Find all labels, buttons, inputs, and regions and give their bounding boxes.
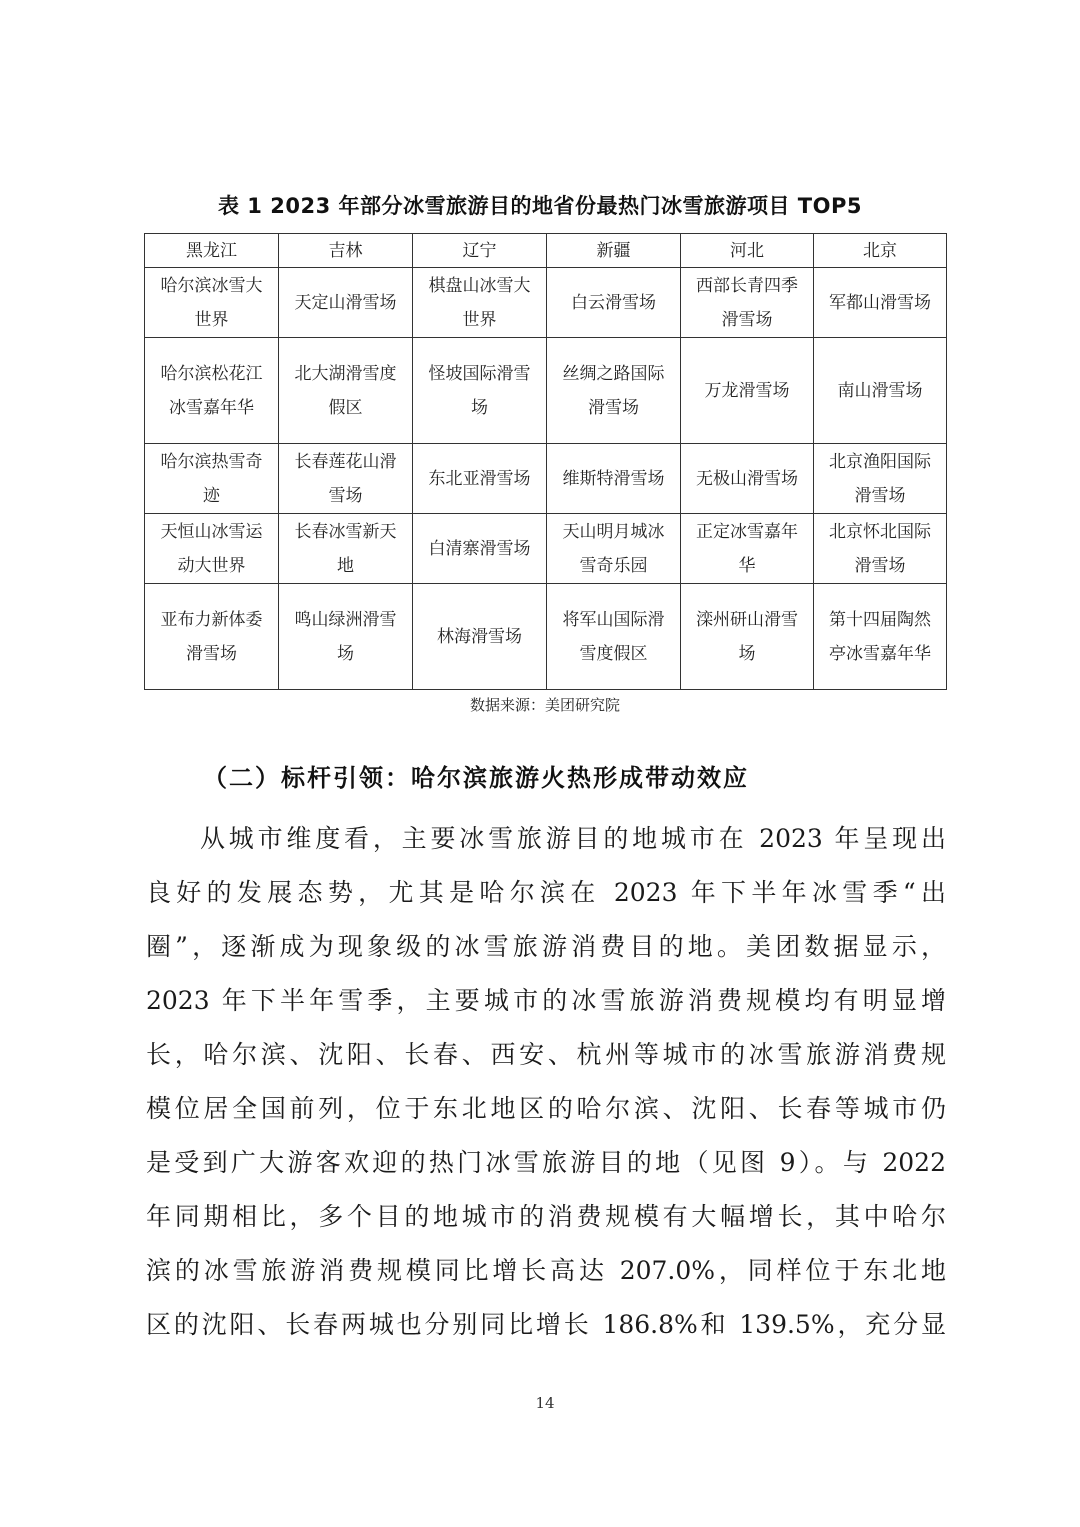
table-row [145,584,947,690]
paragraph-line: 圈”，逐渐成为现象级的冰雪旅游消费目的地。美团数据显示， [146,932,946,961]
table-cell: 滦州研山滑雪场 [681,584,814,690]
table-cell: 天定山滑雪场 [279,268,413,338]
table-cell: 天山明月城冰雪奇乐园 [547,514,681,584]
table-cell: 怪坡国际滑雪场 [413,338,547,444]
table-row [145,514,947,584]
table-cell: 林海滑雪场 [413,584,547,690]
table-cell: 哈尔滨松花江冰雪嘉年华 [145,338,279,444]
paragraph-line: 滨的冰雪旅游消费规模同比增长高达 207.0%，同样位于东北地 [146,1256,946,1285]
table-cell: 无极山滑雪场 [681,444,814,514]
header-heilongjiang: 黑龙江 [145,234,279,268]
table-cell: 西部长青四季滑雪场 [681,268,814,338]
header-hebei: 河北 [681,234,814,268]
table-cell: 鸣山绿洲滑雪场 [279,584,413,690]
table-cell: 天恒山冰雪运动大世界 [145,514,279,584]
table-header-row [145,234,947,268]
table-row [145,444,947,514]
table-cell: 南山滑雪场 [814,338,947,444]
top5-table [144,233,947,690]
section-heading: （二）标杆引领：哈尔滨旅游火热形成带动效应 [203,764,749,792]
paragraph-line: 长，哈尔滨、沈阳、长春、西安、杭州等城市的冰雪旅游消费规 [146,1040,946,1069]
table-cell: 哈尔滨冰雪大世界 [145,268,279,338]
table-cell: 维斯特滑雪场 [547,444,681,514]
paragraph-line: 区的沈阳、长春两城也分别同比增长 186.8%和 139.5%，充分显 [146,1310,946,1339]
data-source-note: 数据来源：美团研究院 [469,696,620,714]
table-cell: 军都山滑雪场 [814,268,947,338]
table-cell: 丝绸之路国际滑雪场 [547,338,681,444]
table-cell: 亚布力新体委滑雪场 [145,584,279,690]
table-cell: 正定冰雪嘉年华 [681,514,814,584]
header-xinjiang: 新疆 [547,234,681,268]
header-jilin: 吉林 [279,234,413,268]
table-cell: 万龙滑雪场 [681,338,814,444]
table-cell: 北大湖滑雪度假区 [279,338,413,444]
table-cell: 长春莲花山滑雪场 [279,444,413,514]
table-cell: 白云滑雪场 [547,268,681,338]
paragraph-line: 是受到广大游客欢迎的热门冰雪旅游目的地（见图 9）。与 2022 [146,1148,946,1177]
header-liaoning: 辽宁 [413,234,547,268]
paragraph-line: 良好的发展态势，尤其是哈尔滨在 2023 年下半年冰雪季“出 [146,878,946,907]
table-cell: 将军山国际滑雪度假区 [547,584,681,690]
header-beijing: 北京 [814,234,947,268]
table-caption: 表 1 2023 年部分冰雪旅游目的地省份最热门冰雪旅游项目 TOP5 [218,194,862,218]
table-cell: 北京渔阳国际滑雪场 [814,444,947,514]
paragraph-line: 从城市维度看，主要冰雪旅游目的地城市在 2023 年呈现出 [200,824,946,853]
table-cell: 哈尔滨热雪奇迹 [145,444,279,514]
table-cell: 东北亚滑雪场 [413,444,547,514]
page-number: 14 [535,1394,555,1412]
table-cell: 长春冰雪新天地 [279,514,413,584]
paragraph-line: 2023 年下半年雪季，主要城市的冰雪旅游消费规模均有明显增 [146,986,946,1015]
table-row [145,338,947,444]
table-cell: 北京怀北国际滑雪场 [814,514,947,584]
paragraph-line: 模位居全国前列，位于东北地区的哈尔滨、沈阳、长春等城市仍 [146,1094,946,1123]
table-row [145,268,947,338]
table-cell: 白清寨滑雪场 [413,514,547,584]
paragraph-line: 年同期相比，多个目的地城市的消费规模有大幅增长，其中哈尔 [146,1202,946,1231]
table-cell: 第十四届陶然亭冰雪嘉年华 [814,584,947,690]
table-cell: 棋盘山冰雪大世界 [413,268,547,338]
body-paragraph [146,812,946,1352]
